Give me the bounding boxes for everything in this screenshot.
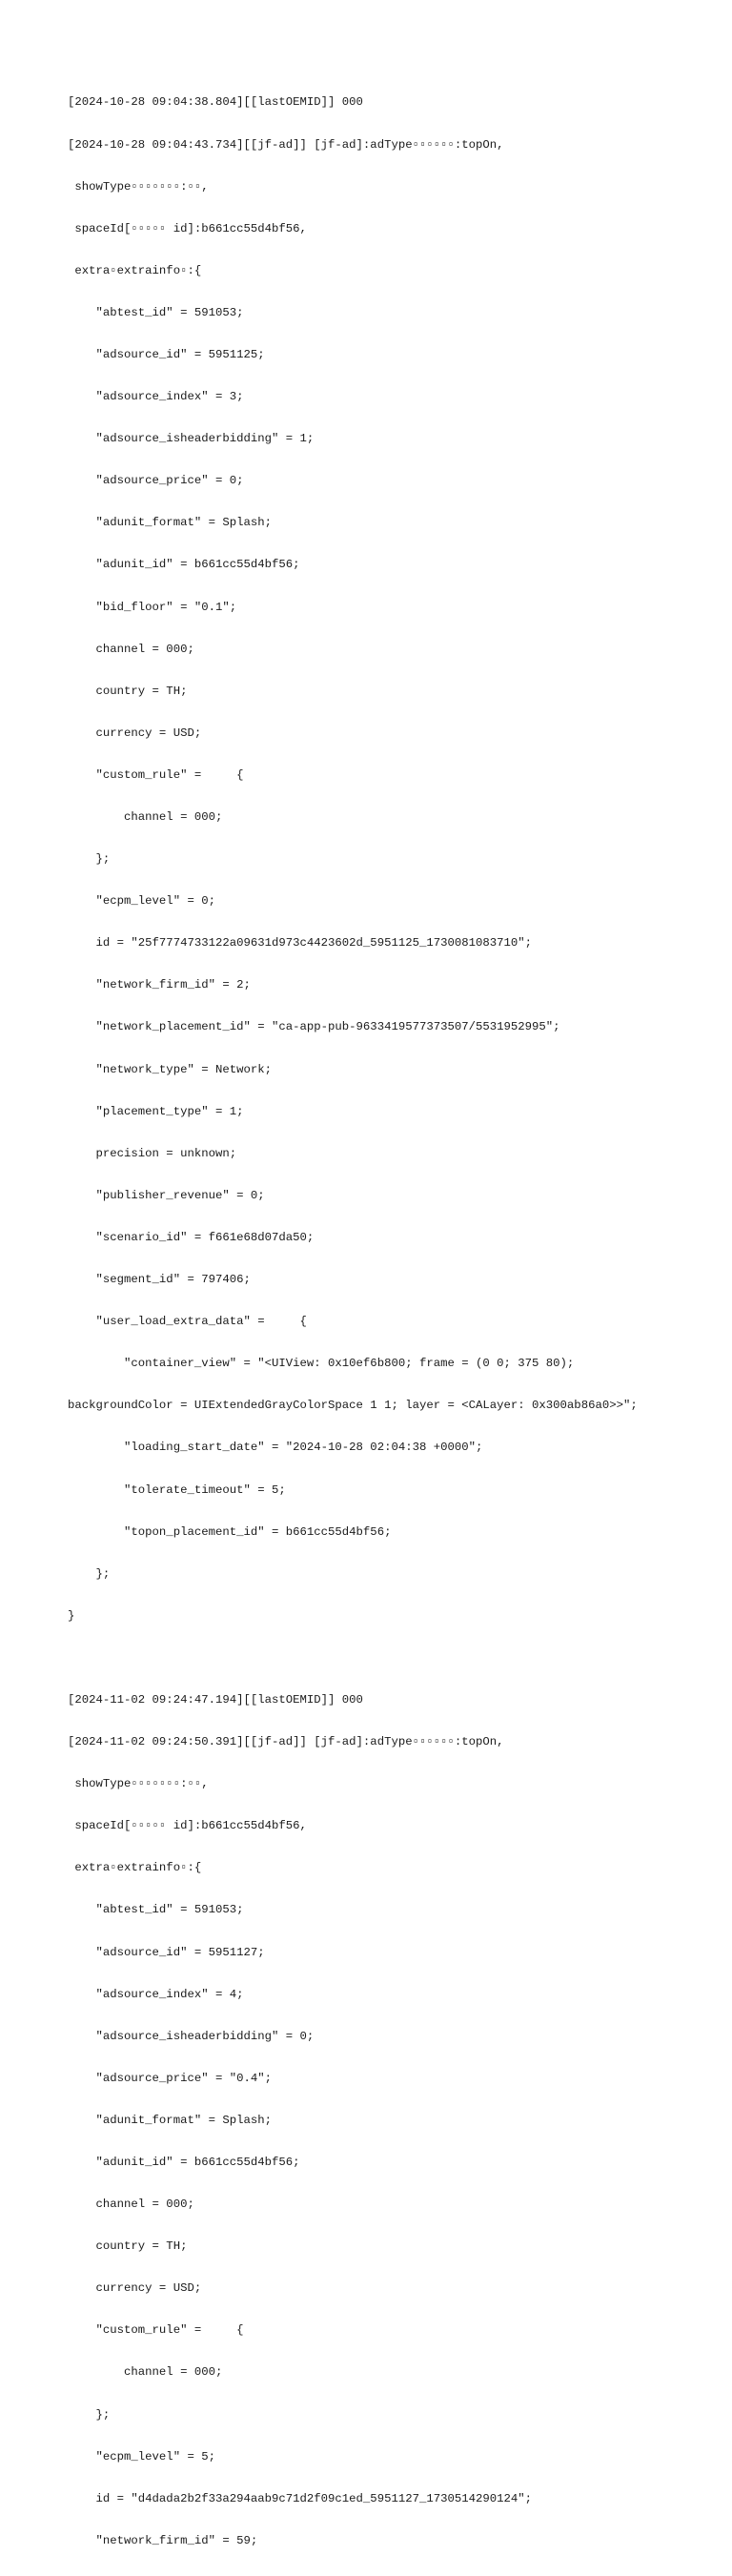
log-line: "custom_rule" = { — [68, 2323, 244, 2338]
log-line: "network_firm_id" = 2; — [68, 978, 251, 992]
log-line: currency = USD; — [68, 726, 202, 740]
log-line: "adsource_isheaderbidding" = 0; — [68, 2029, 315, 2043]
log-line: "adunit_format" = Splash; — [68, 516, 273, 530]
log-line: showType▫▫▫▫▫▫▫:▫▫, — [68, 179, 209, 194]
log-line: } — [68, 1608, 75, 1623]
log-line: "tolerate_timeout" = 5; — [68, 1482, 286, 1497]
log-line: "adsource_index" = 3; — [68, 390, 244, 404]
log-line: }; — [68, 1566, 111, 1581]
log-line: [2024-10-28 09:04:38.804][[lastOEMID]] 000 — [68, 95, 363, 110]
log-line: }; — [68, 2407, 111, 2422]
log-line: extra▫extrainfo▫:{ — [68, 1861, 202, 1875]
log-line: [2024-11-02 09:24:47.194][[lastOEMID]] 000 — [68, 1692, 363, 1707]
log-line: id = "25f7774733122a09631d973c4423602d_5951125_1730081083710"; — [68, 936, 533, 951]
log-line: "ecpm_level" = 5; — [68, 2449, 215, 2464]
log-line: "adsource_isheaderbidding" = 1; — [68, 432, 315, 446]
log-line: "network_placement_id" = "ca-app-pub-9633419577373507/5531952995"; — [68, 1020, 560, 1034]
log-line: showType▫▫▫▫▫▫▫:▫▫, — [68, 1777, 209, 1791]
log-line: "adsource_price" = 0; — [68, 474, 244, 488]
log-line: channel = 000; — [68, 642, 194, 656]
log-line: "ecpm_level" = 0; — [68, 894, 215, 909]
log-line: [2024-10-28 09:04:43.734][[jf-ad]] [jf-ad]:adType▫▫▫▫▫▫:topOn, — [68, 137, 504, 152]
log-line: "topon_placement_id" = b661cc55d4bf56; — [68, 1524, 392, 1539]
log-line: spaceId[▫▫▫▫▫ id]:b661cc55d4bf56, — [68, 221, 307, 235]
log-line: "network_type" = Network; — [68, 1062, 273, 1076]
log-line: "adsource_index" = 4; — [68, 1987, 244, 2001]
log-line: spaceId[▫▫▫▫▫ id]:b661cc55d4bf56, — [68, 1819, 307, 1833]
log-line: country = TH; — [68, 684, 188, 698]
log-line: "placement_type" = 1; — [68, 1104, 244, 1118]
log-text-block — [68, 68, 638, 2576]
log-line: channel = 000; — [68, 2365, 223, 2380]
log-line: "scenario_id" = f661e68d07da50; — [68, 1230, 315, 1244]
log-line: country = TH; — [68, 2239, 188, 2254]
log-line: "loading_start_date" = "2024-10-28 02:04:38 +0000"; — [68, 1441, 483, 1455]
log-line: [2024-11-02 09:24:50.391][[jf-ad]] [jf-ad]:adType▫▫▫▫▫▫:topOn, — [68, 1735, 504, 1749]
log-line: channel = 000; — [68, 2198, 194, 2212]
log-line: "adsource_price" = "0.4"; — [68, 2071, 273, 2085]
log-line: "publisher_revenue" = 0; — [68, 1188, 265, 1202]
log-line: extra▫extrainfo▫:{ — [68, 263, 202, 277]
log-line: "user_load_extra_data" = { — [68, 1315, 307, 1329]
log-line: precision = unknown; — [68, 1146, 237, 1160]
log-line: "abtest_id" = 591053; — [68, 1903, 244, 1917]
log-line: "container_view" = "<UIView: 0x10ef6b800; frame = (0 0; 375 80); — [68, 1357, 575, 1371]
log-line: "bid_floor" = "0.1"; — [68, 600, 237, 614]
log-line: "abtest_id" = 591053; — [68, 305, 244, 319]
log-line: "segment_id" = 797406; — [68, 1273, 251, 1287]
log-line: }; — [68, 852, 111, 867]
blank-line — [68, 1651, 638, 1666]
log-line: backgroundColor = UIExtendedGrayColorSpace 1 1; layer = <CALayer: 0x300ab86a0>>"; — [68, 1399, 638, 1413]
log-line: "network_firm_id" = 59; — [68, 2533, 258, 2547]
log-line: "custom_rule" = { — [68, 767, 244, 782]
log-line: "adunit_format" = Splash; — [68, 2113, 273, 2127]
log-line: currency = USD; — [68, 2281, 202, 2296]
log-line: id = "d4dada2b2f33a294aab9c71d2f09c1ed_5951127_1730514290124"; — [68, 2491, 533, 2505]
log-line: "adunit_id" = b661cc55d4bf56; — [68, 558, 300, 572]
log-line: channel = 000; — [68, 810, 223, 824]
log-line: "adunit_id" = b661cc55d4bf56; — [68, 2156, 300, 2169]
log-line: "adsource_id" = 5951127; — [68, 1945, 265, 1959]
log-line: "adsource_id" = 5951125; — [68, 347, 265, 361]
